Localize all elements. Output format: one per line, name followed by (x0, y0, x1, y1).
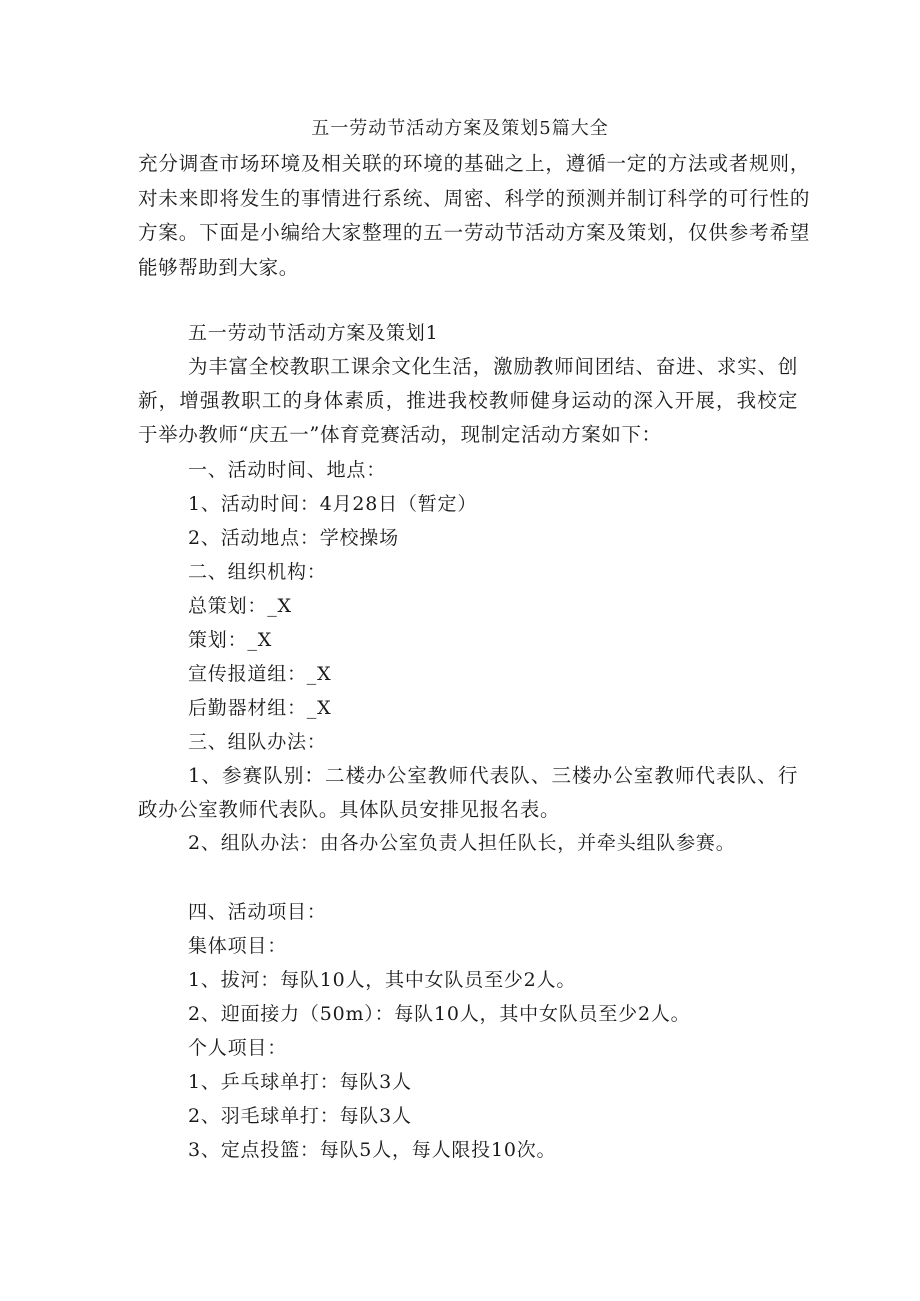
event-shooting: 3、定点投篮：每队5人，每人限投10次。 (188, 1139, 557, 1161)
intro-paragraph: 充分调查市场环境及相关联的环境的基础之上，遵循一定的方法或者规则，对未来即将发生的事情进行系统、周密、科学的预测并制订科学的可行性的方案。下面是小编给大家整理的五一劳动节活动方案及策划，仅供参考希望能够帮助到大家。 (138, 152, 810, 279)
event-table-tennis: 1、乒乓球单打：每队3人 (188, 1071, 412, 1093)
activity-time: 1、活动时间：4月28日（暂定） (188, 493, 478, 515)
group-events-heading: 集体项目： (188, 935, 288, 957)
planner: 策划：_X (188, 629, 273, 651)
team-heading: 三、组队办法： (188, 731, 327, 753)
org-heading: 二、组织机构： (188, 561, 327, 583)
individual-events-heading: 个人项目： (188, 1037, 288, 1059)
section-heading: 五一劳动节活动方案及策划1 (188, 322, 439, 344)
event-relay: 2、迎面接力（50m）：每队10人，其中女队员至少2人。 (188, 1003, 691, 1025)
event-badminton: 2、羽毛球单打：每队3人 (188, 1105, 412, 1127)
section-paragraph: 为丰富全校教职工课余文化生活，激励教师间团结、奋进、求实、创新，增强教职工的身体素质，推进我校教师健身运动的深入开展，我校定于举办教师“庆五一”体育竞赛活动，现制定活动方案如下： (138, 355, 798, 446)
team-divisions: 1、参赛队别：二楼办公室教师代表队、三楼办公室教师代表队、行政办公室教师代表队。具体队员安排见报名表。 (138, 764, 798, 821)
chief-planner: 总策划：_X (188, 595, 292, 617)
activity-place: 2、活动地点：学校操场 (188, 527, 399, 549)
document-title: 五一劳动节活动方案及策划5篇大全 (311, 118, 609, 139)
events-heading: 四、活动项目： (188, 901, 327, 923)
team-method: 2、组队办法：由各办公室负责人担任队长，并牵头组队参赛。 (188, 832, 736, 854)
time-place-heading: 一、活动时间、地点： (188, 459, 387, 481)
publicity-group: 宣传报道组：_X (188, 663, 332, 685)
logistics-group: 后勤器材组：_X (188, 697, 332, 719)
event-tug-of-war: 1、拔河：每队10人，其中女队员至少2人。 (188, 969, 577, 991)
